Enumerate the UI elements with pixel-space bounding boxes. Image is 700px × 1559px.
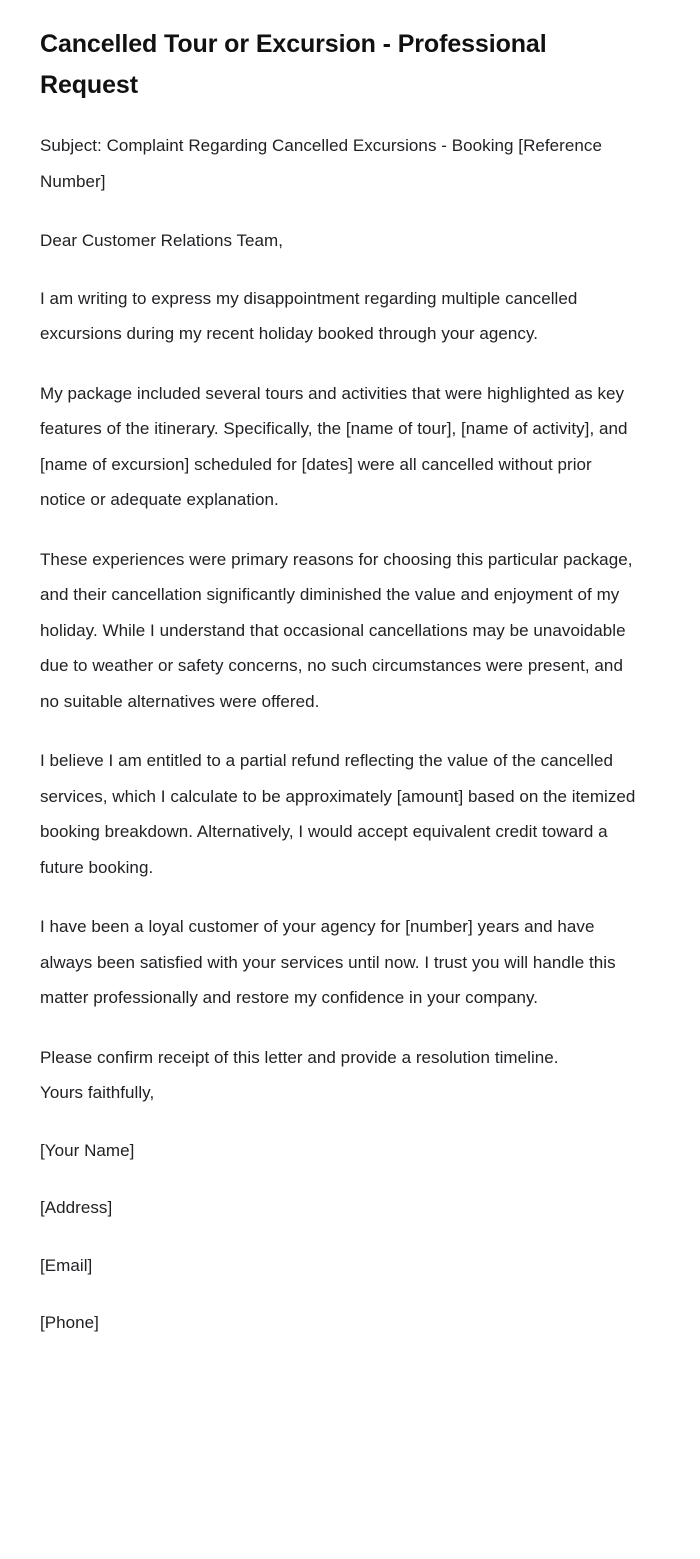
letter-signoff [40, 1075, 638, 1341]
paragraph-refund-request: I believe I am entitled to a partial refund reflecting the value of the cancelled services, which I calculate to be approximately [amount] based on the itemized booking breakdown. Alternatively, I would accept equivalent credit toward a future booking. [40, 751, 636, 877]
signoff-valediction: Yours faithfully, [40, 1083, 155, 1102]
paragraph-closing-request: Please confirm receipt of this letter and provide a resolution timeline. [40, 1047, 559, 1067]
paragraph-subject-line: Subject: Complaint Regarding Cancelled Excursions - Booking [Reference Number] [40, 136, 602, 191]
signoff-phone-placeholder: [Phone] [40, 1313, 99, 1332]
signoff-email-placeholder: [Email] [40, 1255, 93, 1275]
paragraph-intro: I am writing to express my disappointment regarding multiple cancelled excursions during my recent holiday booked through your agency. [40, 288, 578, 343]
signoff-address-placeholder: [Address] [40, 1198, 113, 1217]
paragraph-salutation: Dear Customer Relations Team, [40, 231, 284, 250]
paragraph-loyalty: I have been a loyal customer of your agency for [number] years and have always been satisfied with your services until now. I trust you will handle this matter professionally and restore my confidence in your company. [40, 917, 616, 1007]
paragraph-package-details: My package included several tours and activities that were highlighted as key features of the itinerary. Specifically, the [name of tour], [name of activity], and [name of excursion] scheduled for [dates] were all cancelled without prior notice or adequate explanation. [40, 383, 628, 509]
letter-body [40, 128, 638, 1075]
paragraph-impact: These experiences were primary reasons for choosing this particular package, and their cancellation significantly diminished the value and enjoyment of my holiday. While I understand that occasional cancellations may be unavoidable due to weather or safety concerns, no such circumstances were present, and no suitable alternatives were offered. [40, 549, 633, 711]
page-title: Cancelled Tour or Excursion - Professional Request [40, 30, 547, 99]
signoff-name-placeholder: [Your Name] [40, 1140, 135, 1160]
